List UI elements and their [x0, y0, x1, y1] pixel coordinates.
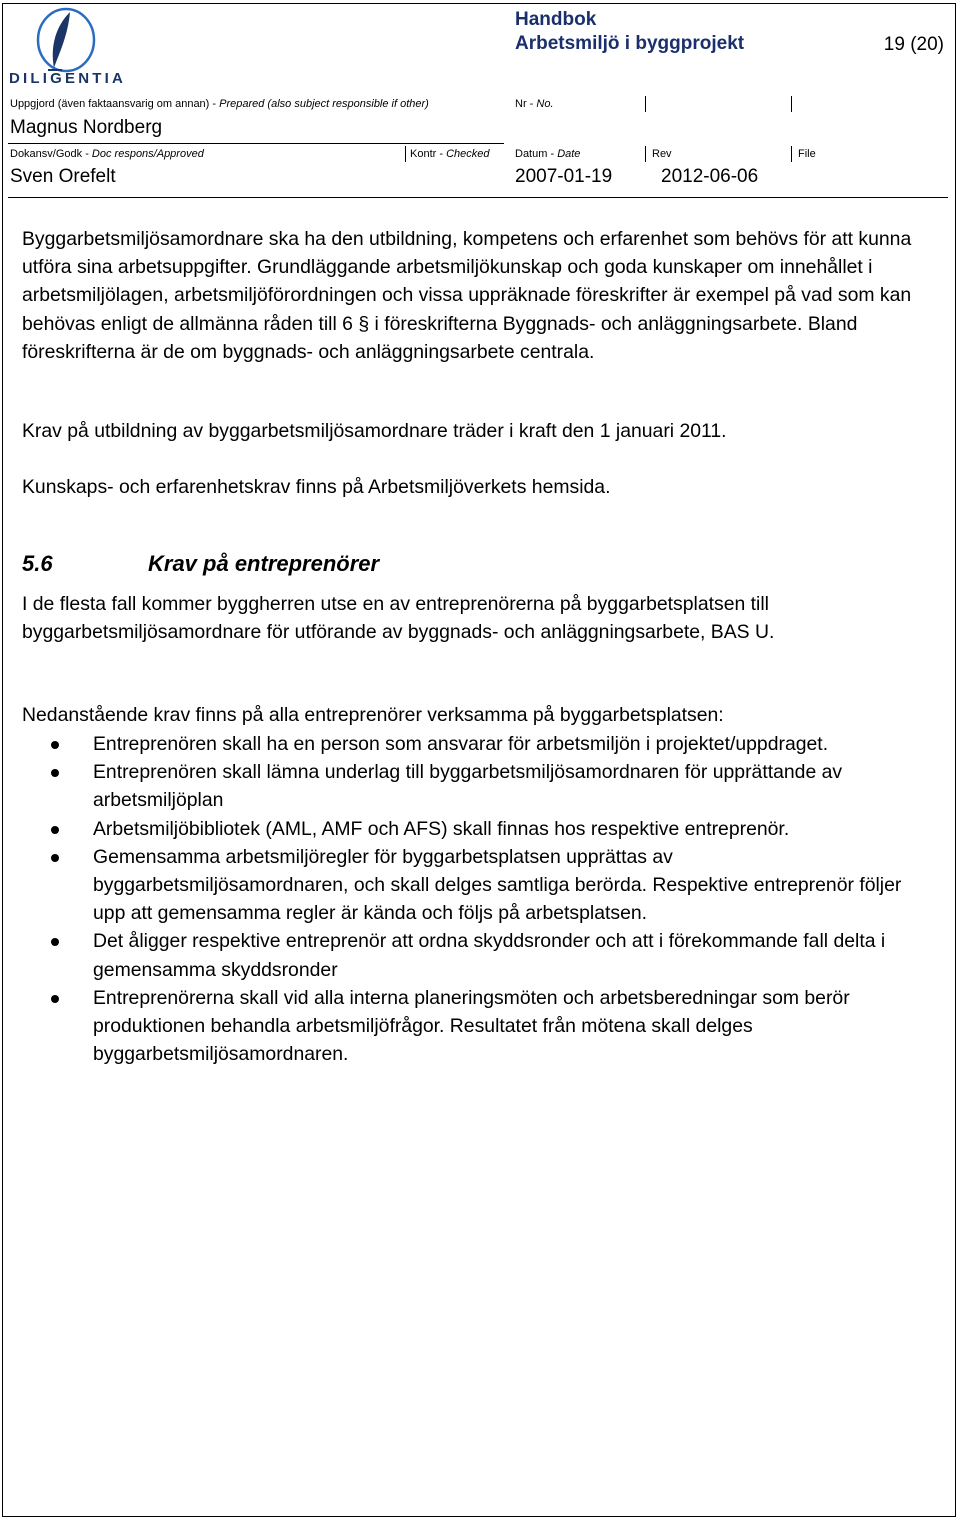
header-divider [645, 96, 646, 112]
header-rule-2 [8, 197, 948, 198]
bullet-icon [51, 995, 59, 1003]
date-label: Datum - Date [515, 148, 581, 160]
approved-value: Sven Orefelt [10, 166, 116, 187]
paragraph-3: Kunskaps- och erfarenhetskrav finns på Arbetsmiljöverkets hemsida. [22, 476, 611, 498]
title-line-2: Arbetsmiljö i byggprojekt [515, 33, 745, 54]
requirements-list [22, 730, 927, 1068]
checked-label: Kontr - Checked [410, 148, 490, 160]
header-divider [405, 146, 406, 162]
list-item: Det åligger respektive entreprenör att ordna skyddsronder och att i förekommande fall delta i gemensamma skyddsronder [22, 927, 927, 983]
rev-label: Rev [652, 148, 672, 160]
bullet-icon [51, 938, 59, 946]
list-item: Entreprenören skall ha en person som ansvarar för arbetsmiljön i projektet/uppdraget. [22, 730, 927, 758]
file-label: File [798, 148, 816, 160]
logo-text: DILIGENTIA [9, 70, 126, 87]
header-divider [645, 146, 646, 162]
nr-label: Nr - No. [515, 98, 554, 110]
date-value: 2007-01-19 [515, 166, 613, 187]
list-item: Gemensamma arbetsmiljöregler för byggarbetsplatsen upprättas av byggarbetsmiljösamordnaren, och skall delges samtliga berörda. Respektive entreprenör följer upp att gemensamma regler är kända och följs på arbetsplatsen. [22, 843, 927, 928]
list-item: Entreprenören skall lämna underlag till byggarbetsmiljösamordnaren för upprättande av arbetsmiljöplan [22, 758, 927, 814]
list-item: Entreprenörerna skall vid alla interna planeringsmöten och arbetsberedningar som berör produktionen behandla arbetsmiljöfrågor. Resultatet från mötena skall delges byggarbetsmiljösamordnaren. [22, 984, 927, 1069]
header-divider [791, 96, 792, 112]
prepared-value: Magnus Nordberg [10, 117, 163, 138]
paragraph-2: Krav på utbildning av byggarbetsmiljösamordnare träder i kraft den 1 januari 2011. [22, 420, 727, 442]
page-number: 19 (20) [883, 34, 944, 55]
bullet-icon [51, 769, 59, 777]
paragraph [22, 473, 932, 501]
bullet-icon [51, 741, 59, 749]
section-title: Krav på entreprenörer [148, 551, 380, 576]
bullet-icon [51, 826, 59, 834]
paragraph [22, 701, 932, 729]
bullet-icon [51, 854, 59, 862]
logo-mark-icon [8, 6, 136, 76]
paragraph [22, 590, 932, 646]
rev-value: 2012-06-06 [661, 166, 759, 187]
paragraph-5: Nedanstående krav finns på alla entreprenörer verksamma på byggarbetsplatsen: [22, 704, 724, 726]
paragraph [22, 225, 932, 366]
prepared-label: Uppgjord (även faktaansvarig om annan) - Prepared (also subject responsible if other) [10, 98, 429, 110]
approved-label: Dokansv/Godk - Doc respons/Approved [10, 148, 204, 160]
paragraph [22, 417, 932, 445]
paragraph-4: I de flesta fall kommer byggherren utse en av entreprenörerna på byggarbetsplatsen till byggarbetsmiljösamordnare för utförande av byggnads- och anläggningsarbete, BAS U. [22, 593, 775, 644]
header-divider [791, 146, 792, 162]
list-item: Arbetsmiljöbibliotek (AML, AMF och AFS) skall finnas hos respektive entreprenör. [22, 815, 927, 843]
paragraph-1: Byggarbetsmiljösamordnare ska ha den utbildning, kompetens och erfarenhet som behövs för att kunna utföra sina arbetsuppgifter. Grundläggande arbetsmiljökunskap och goda kunskaper om innehållet i arbetsmiljölagen, arbetsmiljöförordningen och vissa uppräknade föreskrifter är exempel på vad som kan behövas enligt de allmänna råden till 6 § i föreskrifterna Byggnads- och anläggningsarbete. Bland föreskrifterna är de om byggnads- och anläggningsarbete centrala. [22, 228, 912, 363]
header-rule-1 [8, 143, 504, 144]
section-heading [22, 551, 379, 577]
title-line-1: Handbok [515, 9, 597, 30]
document-title [515, 8, 744, 56]
section-number: 5.6 [22, 551, 53, 576]
